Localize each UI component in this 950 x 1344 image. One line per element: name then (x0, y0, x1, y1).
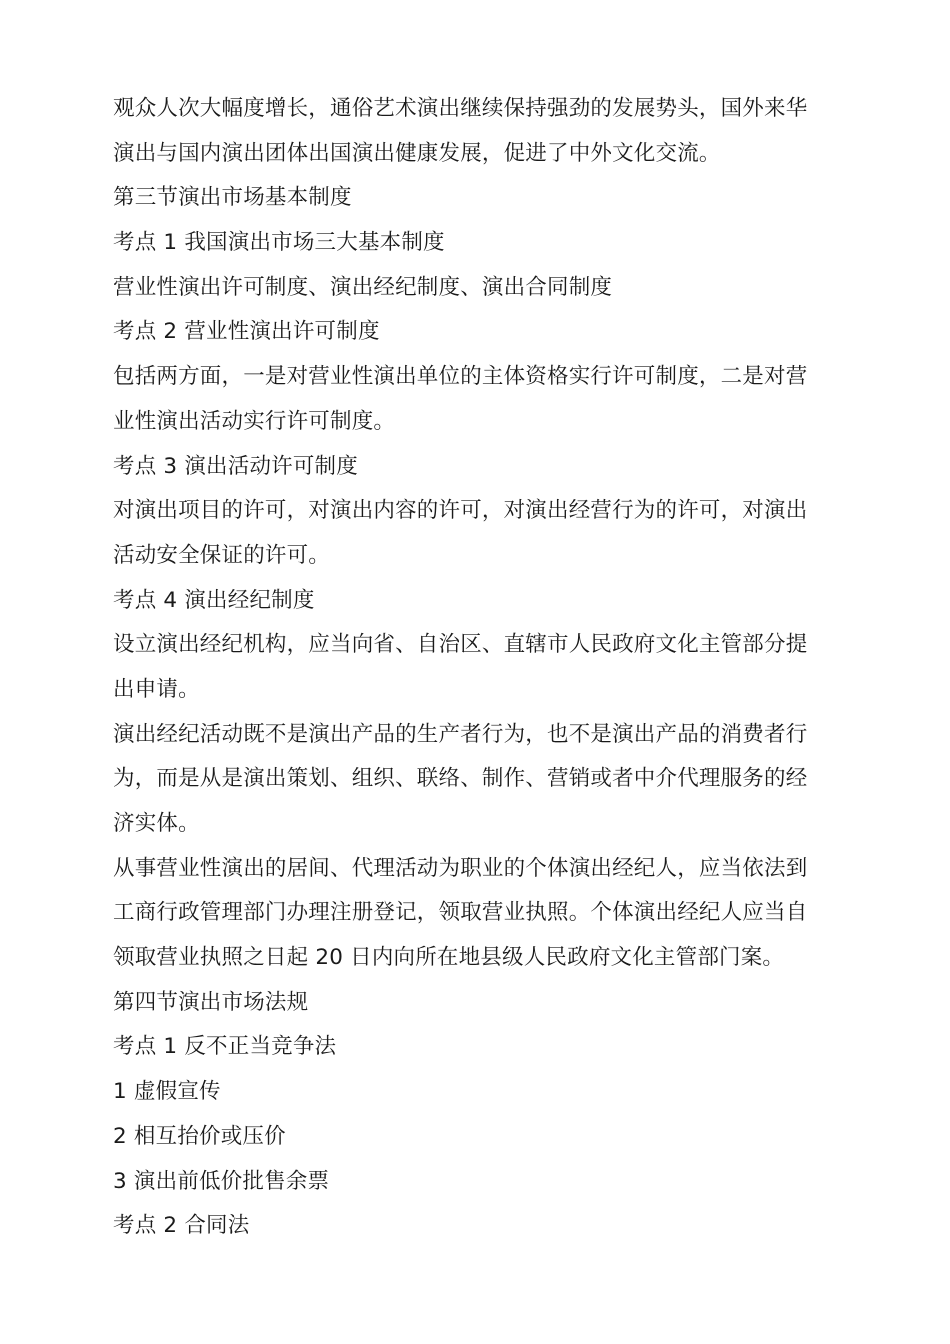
point-heading: 考点 2 合同法 (113, 1213, 250, 1239)
section-heading: 第三节演出市场基本制度 (113, 185, 352, 211)
point-heading: 考点 1 反不正当竞争法 (113, 1034, 337, 1060)
document-page (113, 87, 839, 1249)
text-line: 业性演出活动实行许可制度。 (113, 408, 396, 434)
point-heading: 考点 2 营业性演出许可制度 (113, 319, 380, 345)
section-heading: 第四节演出市场法规 (113, 989, 309, 1015)
text-line: 为，而是从是演出策划、组织、联络、制作、营销或者中介代理服务的经 (113, 766, 808, 792)
text-line: 活动安全保证的许可。 (113, 542, 331, 568)
point-heading: 考点 3 演出活动许可制度 (113, 453, 358, 479)
list-item: 1 虚假宣传 (113, 1079, 221, 1105)
text-line: 演出与国内演出团体出国演出健康发展，促进了中外文化交流。 (113, 140, 721, 166)
text-line: 对演出项目的许可，对演出内容的许可，对演出经营行为的许可，对演出 (113, 498, 808, 524)
text-line: 营业性演出许可制度、演出经纪制度、演出合同制度 (113, 274, 613, 300)
text-line: 观众人次大幅度增长，通俗艺术演出继续保持强劲的发展势头，国外来华 (113, 96, 808, 121)
text-line: 济实体。 (113, 811, 200, 836)
text-line: 包括两方面，一是对营业性演出单位的主体资格实行许可制度，二是对营 (113, 364, 808, 390)
list-item: 3 演出前低价批售余票 (113, 1168, 330, 1194)
text-line: 工商行政管理部门办理注册登记，领取营业执照。个体演出经纪人应当自 (113, 900, 808, 926)
text-line: 从事营业性演出的居间、代理活动为职业的个体演出经纪人，应当依法到 (113, 855, 808, 881)
point-heading: 考点 1 我国演出市场三大基本制度 (113, 230, 445, 256)
list-item: 2 相互抬价或压价 (113, 1123, 286, 1149)
text-line: 出申请。 (113, 676, 200, 702)
point-heading: 考点 4 演出经纪制度 (113, 587, 315, 613)
text-line: 设立演出经纪机构，应当向省、自治区、直辖市人民政府文化主管部分提 (113, 632, 808, 658)
text-line: 演出经纪活动既不是演出产品的生产者行为，也不是演出产品的消费者行 (113, 721, 808, 747)
text-line: 领取营业执照之日起 20 日内向所在地县级人民政府文化主管部门案。 (113, 945, 785, 971)
